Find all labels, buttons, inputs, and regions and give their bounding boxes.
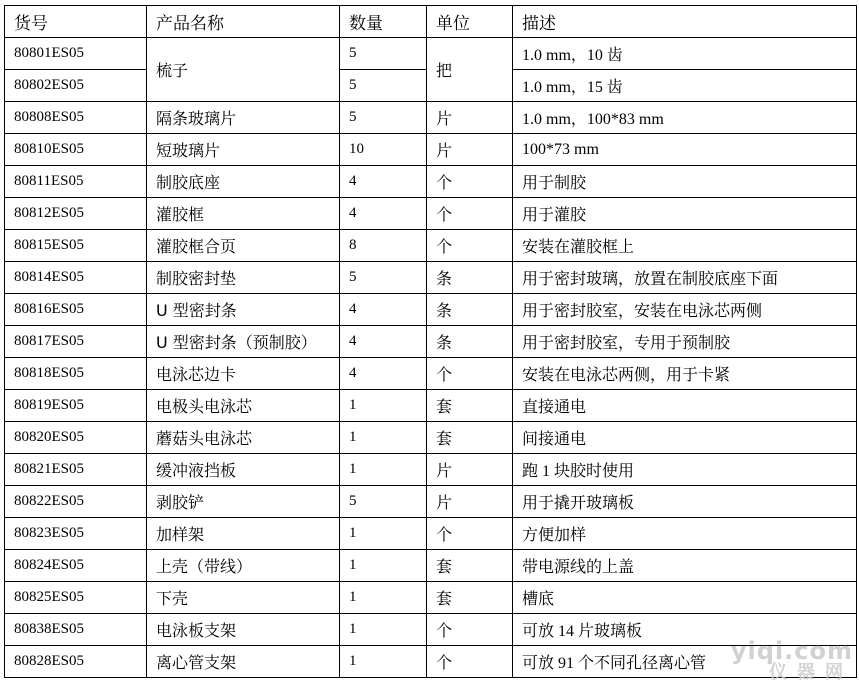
header-qty: 数量 xyxy=(340,6,427,38)
table-row xyxy=(5,230,857,262)
cell-qty: 10 xyxy=(340,134,427,166)
table-row xyxy=(5,134,857,166)
cell-name: U 型密封条 xyxy=(147,294,340,326)
cell-code: 80816ES05 xyxy=(5,294,147,326)
watermark-domain: yiqi.com xyxy=(730,637,853,665)
cell-qty: 1 xyxy=(340,646,427,678)
cell-code: 80823ES05 xyxy=(5,518,147,550)
cell-desc: 用于制胶 xyxy=(513,166,857,198)
cell-unit: 个 xyxy=(427,358,513,390)
cell-name: 短玻璃片 xyxy=(147,134,340,166)
cell-code: 80808ES05 xyxy=(5,102,147,134)
cell-qty: 1 xyxy=(340,422,427,454)
cell-code: 80810ES05 xyxy=(5,134,147,166)
cell-qty: 8 xyxy=(340,230,427,262)
cell-qty: 5 xyxy=(340,70,427,102)
cell-code: 80818ES05 xyxy=(5,358,147,390)
cell-name: 灌胶框 xyxy=(147,198,340,230)
cell-qty: 5 xyxy=(340,38,427,70)
cell-qty: 4 xyxy=(340,358,427,390)
table-row xyxy=(5,326,857,358)
cell-unit: 套 xyxy=(427,550,513,582)
cell-code: 80811ES05 xyxy=(5,166,147,198)
header-desc: 描述 xyxy=(513,6,857,38)
cell-name: 电极头电泳芯 xyxy=(147,390,340,422)
cell-code: 80825ES05 xyxy=(5,582,147,614)
cell-name: 蘑菇头电泳芯 xyxy=(147,422,340,454)
cell-code: 80801ES05 xyxy=(5,38,147,70)
cell-name: 灌胶框合页 xyxy=(147,230,340,262)
cell-qty: 1 xyxy=(340,614,427,646)
table-row xyxy=(5,262,857,294)
cell-unit: 套 xyxy=(427,422,513,454)
cell-name: 上壳（带线） xyxy=(147,550,340,582)
table-row xyxy=(5,550,857,582)
cell-desc: 1.0 mm，15 齿 xyxy=(513,70,857,102)
cell-unit: 把 xyxy=(427,38,513,102)
table-row xyxy=(5,390,857,422)
cell-unit: 片 xyxy=(427,134,513,166)
table-row xyxy=(5,358,857,390)
cell-unit: 个 xyxy=(427,198,513,230)
table-header-row xyxy=(5,6,857,38)
cell-desc: 用于灌胶 xyxy=(513,198,857,230)
cell-unit: 片 xyxy=(427,102,513,134)
cell-unit: 个 xyxy=(427,166,513,198)
cell-desc: 用于密封胶室，安装在电泳芯两侧 xyxy=(513,294,857,326)
cell-desc: 间接通电 xyxy=(513,422,857,454)
cell-code: 80822ES05 xyxy=(5,486,147,518)
table-row xyxy=(5,518,857,550)
cell-desc: 用于撬开玻璃板 xyxy=(513,486,857,518)
cell-unit: 条 xyxy=(427,262,513,294)
cell-code: 80838ES05 xyxy=(5,614,147,646)
cell-desc: 可放 14 片玻璃板 xyxy=(513,614,857,646)
cell-unit: 套 xyxy=(427,582,513,614)
table-row xyxy=(5,294,857,326)
cell-code: 80819ES05 xyxy=(5,390,147,422)
table-row xyxy=(5,582,857,614)
cell-desc: 用于密封胶室，专用于预制胶 xyxy=(513,326,857,358)
table-row xyxy=(5,614,857,646)
cell-code: 80817ES05 xyxy=(5,326,147,358)
cell-name: 制胶底座 xyxy=(147,166,340,198)
cell-desc: 直接通电 xyxy=(513,390,857,422)
table-row xyxy=(5,38,857,70)
cell-desc: 1.0 mm，100*83 mm xyxy=(513,102,857,134)
table-row xyxy=(5,198,857,230)
cell-unit: 条 xyxy=(427,294,513,326)
cell-unit: 个 xyxy=(427,518,513,550)
cell-desc: 1.0 mm，10 齿 xyxy=(513,38,857,70)
watermark-brand: 仪器网 xyxy=(769,662,853,683)
cell-code: 80812ES05 xyxy=(5,198,147,230)
product-table xyxy=(4,5,857,678)
table-row xyxy=(5,454,857,486)
cell-desc: 跑 1 块胶时使用 xyxy=(513,454,857,486)
cell-code: 80814ES05 xyxy=(5,262,147,294)
table-row xyxy=(5,422,857,454)
cell-desc: 安装在灌胶框上 xyxy=(513,230,857,262)
table-body xyxy=(5,38,857,678)
cell-code: 80828ES05 xyxy=(5,646,147,678)
cell-desc: 带电源线的上盖 xyxy=(513,550,857,582)
cell-qty: 1 xyxy=(340,582,427,614)
table-row xyxy=(5,646,857,678)
cell-qty: 1 xyxy=(340,518,427,550)
cell-code: 80824ES05 xyxy=(5,550,147,582)
cell-name: 离心管支架 xyxy=(147,646,340,678)
header-name: 产品名称 xyxy=(147,6,340,38)
cell-qty: 1 xyxy=(340,454,427,486)
cell-name: 加样架 xyxy=(147,518,340,550)
cell-name: 梳子 xyxy=(147,38,340,102)
header-unit: 单位 xyxy=(427,6,513,38)
cell-qty: 5 xyxy=(340,102,427,134)
cell-code: 80802ES05 xyxy=(5,70,147,102)
cell-desc: 槽底 xyxy=(513,582,857,614)
cell-qty: 4 xyxy=(340,166,427,198)
cell-desc: 安装在电泳芯两侧，用于卡紧 xyxy=(513,358,857,390)
cell-name: U 型密封条（预制胶） xyxy=(147,326,340,358)
cell-unit: 套 xyxy=(427,390,513,422)
cell-unit: 条 xyxy=(427,326,513,358)
cell-qty: 1 xyxy=(340,550,427,582)
cell-qty: 5 xyxy=(340,262,427,294)
cell-name: 电泳芯边卡 xyxy=(147,358,340,390)
cell-code: 80821ES05 xyxy=(5,454,147,486)
watermark-logo xyxy=(730,637,853,684)
cell-code: 80815ES05 xyxy=(5,230,147,262)
cell-qty: 5 xyxy=(340,486,427,518)
cell-qty: 4 xyxy=(340,294,427,326)
cell-unit: 片 xyxy=(427,454,513,486)
cell-unit: 个 xyxy=(427,646,513,678)
cell-name: 剥胶铲 xyxy=(147,486,340,518)
cell-desc: 用于密封玻璃，放置在制胶底座下面 xyxy=(513,262,857,294)
cell-desc: 可放 91 个不同孔径离心管 xyxy=(513,646,857,678)
cell-qty: 4 xyxy=(340,198,427,230)
cell-qty: 4 xyxy=(340,326,427,358)
cell-unit: 个 xyxy=(427,614,513,646)
cell-name: 隔条玻璃片 xyxy=(147,102,340,134)
cell-desc: 100*73 mm xyxy=(513,134,857,166)
cell-desc: 方便加样 xyxy=(513,518,857,550)
header-code: 货号 xyxy=(5,6,147,38)
table-row xyxy=(5,102,857,134)
table-row xyxy=(5,486,857,518)
cell-qty: 1 xyxy=(340,390,427,422)
cell-code: 80820ES05 xyxy=(5,422,147,454)
cell-unit: 片 xyxy=(427,486,513,518)
cell-name: 电泳板支架 xyxy=(147,614,340,646)
cell-name: 制胶密封垫 xyxy=(147,262,340,294)
cell-name: 缓冲液挡板 xyxy=(147,454,340,486)
cell-name: 下壳 xyxy=(147,582,340,614)
table-row xyxy=(5,166,857,198)
cell-unit: 个 xyxy=(427,230,513,262)
